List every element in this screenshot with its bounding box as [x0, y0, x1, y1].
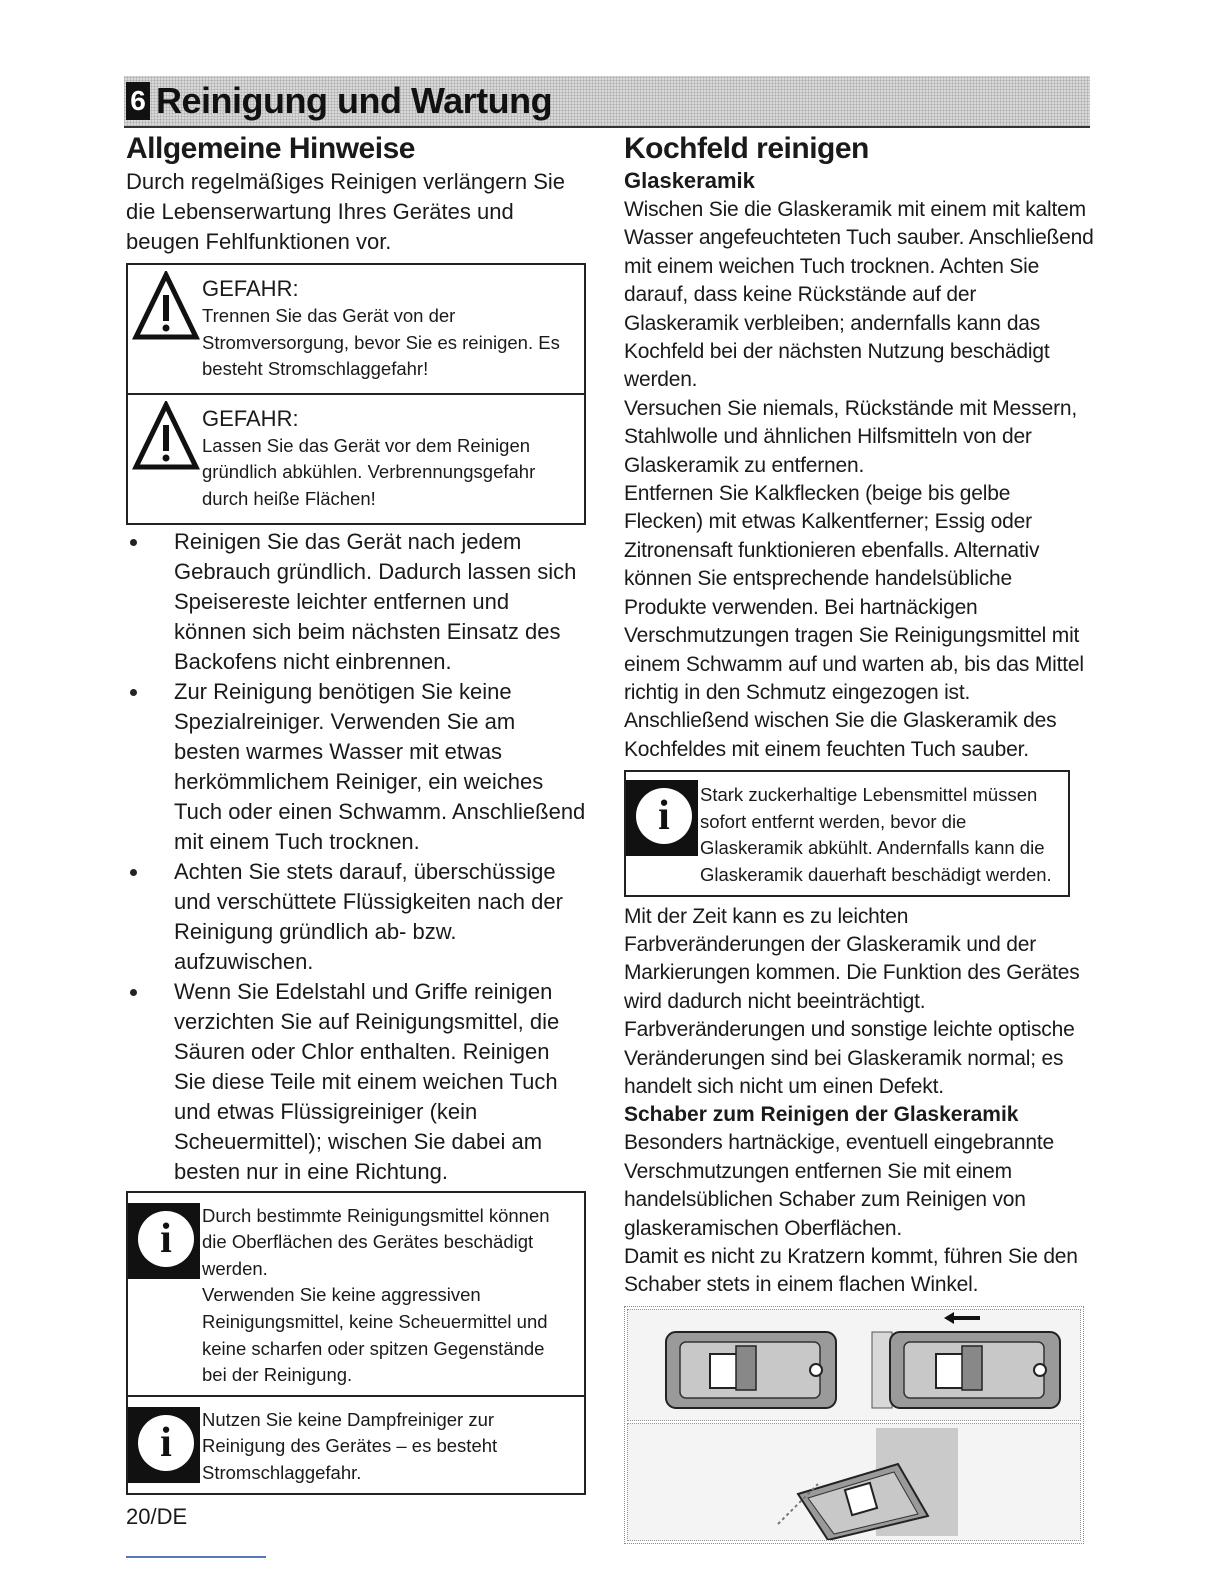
paragraph: Mit der Zeit kann es zu leichten Farbveränderungen der Glaskeramik und der Markierungen kommen. Die Funktion des Gerätes wird dadurch nicht beeinträchtigt. [624, 904, 1080, 1013]
info-icon: i [626, 780, 698, 856]
list-item: Zur Reinigung benötigen Sie keine Spezialreiniger. Verwenden Sie am besten warmes Wasser mit etwas herkömmlichem Reiniger, ein weiches Tuch oder einen Schwamm. Anschließend mit einem Tuch trocknen. [126, 677, 586, 857]
scraper-illustration [624, 1306, 1084, 1544]
warning-title: GEFAHR: [202, 276, 299, 301]
info-box-cleaners [126, 1191, 586, 1397]
subtitle-glass-ceramic: Glaskeramik [624, 168, 755, 193]
list-item: Wenn Sie Edelstahl und Griffe reinigen verzichten Sie auf Reinigungsmittel, die Säuren oder Chlor enthalten. Reinigen Sie diese Teile mit einem weichen Tuch und etwas Flüssigreiniger (kein Scheuermittel); wischen Sie dabei am besten nur in eine Richtung. [126, 977, 586, 1187]
scraper-angle-icon [628, 1424, 1080, 1540]
paragraph: Damit es nicht zu Kratzern kommt, führen Sie den Schaber stets in einem flachen Winkel. [624, 1244, 1078, 1297]
footer-divider [126, 1556, 266, 1558]
warning-text: Trennen Sie das Gerät von der Stromversorgung, bevor Sie es reinigen. Es besteht Stromschlaggefahr! [202, 305, 560, 380]
page-number: 20/DE [126, 1504, 188, 1529]
warning-box-electric [126, 263, 586, 395]
warning-text: Lassen Sie das Gerät vor dem Reinigen gründlich abkühlen. Verbrennungsgefahr durch heiße Flächen! [202, 434, 536, 509]
section-title-general: Allgemeine Hinweise [126, 132, 415, 165]
right-column [624, 132, 1094, 1544]
cleaning-bullet-list [126, 527, 586, 1187]
scraper-icon [628, 1310, 1080, 1420]
chapter-title: Reinigung und Wartung [156, 80, 553, 121]
info-text: Nutzen Sie keine Dampfreiniger zur Reinigung des Gerätes – es besteht Stromschlaggefahr. [202, 1408, 498, 1483]
chapter-header [124, 76, 1090, 128]
info-text: Stark zuckerhaltige Lebensmittel müssen sofort entfernt werden, bevor die Glaskeramik abkühlt. Andernfalls kann die Glaskeramik dauerhaft beschädigt werden. [700, 784, 1052, 885]
info-text: Verwenden Sie keine aggressiven Reinigungsmittel, keine Scheuermittel und keine scharfen oder spitzen Gegenstände bei der Reinigung. [202, 1284, 548, 1386]
scraper-figure-top [627, 1309, 1081, 1421]
warning-triangle-icon [132, 401, 200, 473]
warning-triangle-icon [132, 271, 200, 343]
paragraph: Wischen Sie die Glaskeramik mit einem mit kaltem Wasser angefeuchteten Tuch sauber. Anschließend mit einem weichen Tuch trocknen. Achten Sie darauf, dass keine Rückstände auf der Glaskeramik verbleiben; andernfalls kann das Kochfeld bei der nächsten Nutzung beschädigt werden. [624, 198, 1094, 392]
list-item: Achten Sie stets darauf, überschüssige und verschüttete Flüssigkeiten nach der Reinigung gründlich ab- bzw. aufzuwischen. [126, 857, 586, 977]
list-item: Reinigen Sie das Gerät nach jedem Gebrauch gründlich. Dadurch lassen sich Speisereste leichter entfernen und können sich beim nächsten Einsatz des Backofens nicht einbrennen. [126, 527, 586, 677]
left-column [126, 132, 586, 1495]
warning-title: GEFAHR: [202, 405, 299, 431]
info-icon: i [128, 1407, 200, 1483]
info-box-steam [126, 1397, 586, 1495]
chapter-number: 6 [126, 82, 150, 120]
warning-box-heat [126, 395, 586, 525]
paragraph: Besonders hartnäckige, eventuell eingebrannte Verschmutzungen entfernen Sie mit einem handelsüblichen Schaber zum Reinigen von glaskeramischen Oberflächen. [624, 1131, 1054, 1240]
intro-text: Durch regelmäßiges Reinigen verlängern Sie die Lebenserwartung Ihres Gerätes und beugen Fehlfunktionen vor. [126, 169, 566, 254]
subtitle-scraper: Schaber zum Reinigen der Glaskeramik [624, 1103, 1019, 1127]
scraper-figure-bottom [627, 1423, 1081, 1541]
section-title-hob: Kochfeld reinigen [624, 132, 869, 165]
info-icon: i [128, 1203, 200, 1279]
info-text: Durch bestimmte Reinigungsmittel können die Oberflächen des Gerätes beschädigt werden. [202, 1204, 550, 1279]
paragraph: Farbveränderungen und sonstige leichte optische Veränderungen sind bei Glaskeramik normal; es handelt sich nicht um einen Defekt. [624, 1018, 1075, 1098]
info-box-sugar [624, 770, 1070, 896]
paragraph: Versuchen Sie niemals, Rückstände mit Messern, Stahlwolle und ähnlichen Hilfsmitteln von der Glaskeramik zu entfernen. [624, 396, 1078, 477]
paragraph: Entfernen Sie Kalkflecken (beige bis gelbe Flecken) mit etwas Kalkentferner; Essig oder Zitronensaft funktionieren ebenfalls. Alternativ können Sie entsprechende handelsübliche Produkte verwenden. Bei hartnäckigen Verschmutzungen tragen Sie Reinigungsmittel mit einem Schwamm auf und warten ab, bis das Mittel richtig in den Schmutz eingezogen ist. Anschließend wischen Sie die Glaskeramik des Kochfeldes mit einem feuchten Tuch sauber. [624, 482, 1084, 761]
